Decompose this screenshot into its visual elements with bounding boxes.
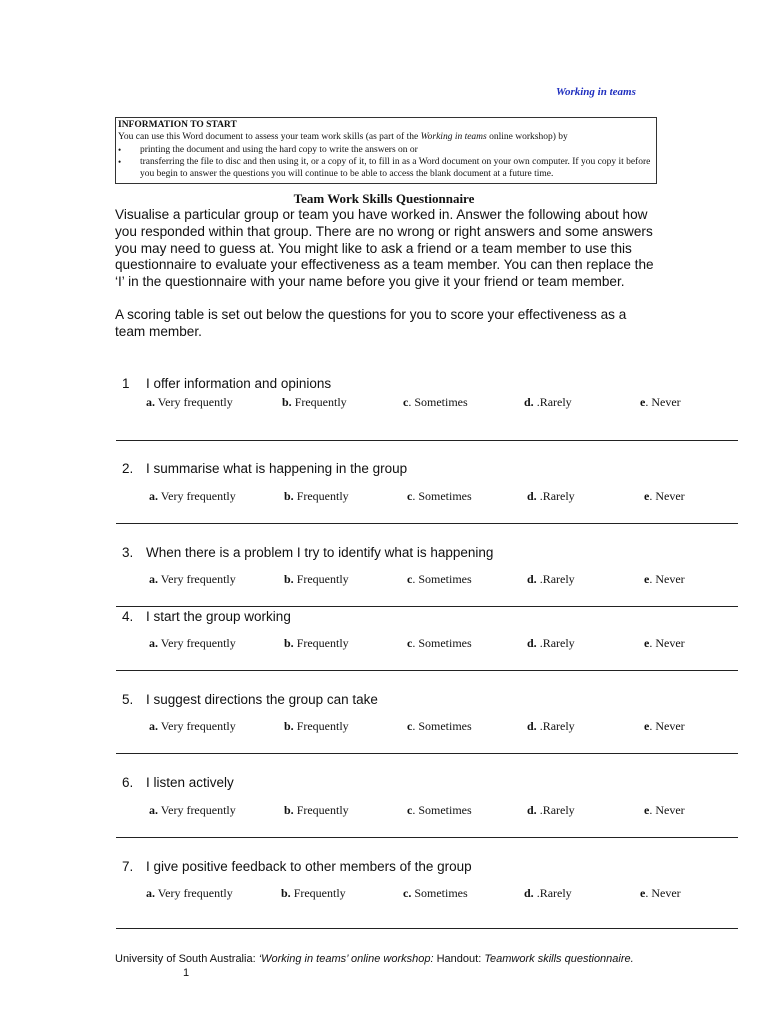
option-label: . Sometimes (412, 803, 472, 817)
answer-option[interactable] (149, 572, 236, 587)
answer-option[interactable] (524, 395, 572, 410)
answer-option[interactable] (284, 636, 349, 651)
footer (115, 952, 635, 980)
option-letter: e (644, 489, 650, 503)
option-label: Very frequently (158, 719, 236, 733)
option-label: .Rarely (533, 886, 572, 900)
option-letter: b. (281, 886, 291, 900)
answer-option[interactable] (281, 886, 346, 901)
answer-option[interactable] (644, 803, 685, 818)
question-text: I give positive feedback to other members of the group (146, 859, 472, 874)
option-letter: c (407, 572, 413, 586)
answer-option[interactable] (146, 886, 233, 901)
option-label: . Sometimes (412, 572, 472, 586)
option-label: Frequently (293, 636, 349, 650)
option-letter: e (640, 395, 646, 409)
question-text: I summarise what is happening in the group (146, 461, 408, 476)
footer-org: University of South Australia: (115, 953, 259, 965)
option-label: .Rarely (536, 803, 575, 817)
footer-handout-title: Teamwork skills questionnaire. (484, 953, 634, 965)
answer-option[interactable] (149, 489, 236, 504)
answer-option[interactable] (644, 572, 685, 587)
option-label: . Never (645, 395, 681, 409)
option-label: .Rarely (536, 572, 575, 586)
divider (116, 837, 738, 838)
option-label: . Sometimes (412, 636, 472, 650)
option-label: Frequently (290, 886, 346, 900)
option-letter: c (407, 803, 413, 817)
answer-option[interactable] (146, 395, 233, 410)
option-label: . Sometimes (408, 395, 468, 409)
option-letter: a. (149, 719, 158, 733)
option-label: Frequently (291, 395, 347, 409)
option-label: . Never (649, 572, 685, 586)
info-box-intro-text: You can use this Word document to assess your team work skills (as part of the (118, 132, 421, 143)
answer-options (116, 395, 738, 409)
intro-paragraph: A scoring table is set out below the questions for you to score your effectiveness as a team member. (115, 306, 627, 339)
answer-option[interactable] (284, 489, 349, 504)
option-label: .Rarely (533, 395, 572, 409)
info-bullet: • transferring the file to disc and then using it, or a copy of it, to fill in as a Word document on your own computer. If you copy it before you begin to answer the questions you will continue to be able to access the blank document at a future time. (118, 156, 654, 181)
option-letter: a. (149, 572, 158, 586)
answer-option[interactable] (527, 719, 575, 734)
option-label: . Never (649, 719, 685, 733)
option-letter: e (640, 886, 646, 900)
divider (116, 753, 738, 754)
option-letter: c. (403, 886, 412, 900)
option-label: . Never (645, 886, 681, 900)
info-box (115, 117, 657, 184)
answer-option[interactable] (149, 719, 236, 734)
option-label: . Never (649, 489, 685, 503)
question-number: 7. (122, 859, 134, 874)
intro-paragraph: Visualise a particular group or team you have worked in. Answer the following about how you responded within that group. There are no wrong or right answers and some answers you may need to guess at. You might like to ask a friend or a team member to use this questionnaire to evaluate your effectiveness as a team member. You can then replace the ‘I’ in the questionnaire with your name before you give it your friend or team member. (115, 207, 654, 290)
answer-option[interactable] (149, 803, 236, 818)
divider (116, 440, 738, 441)
footer-workshop: ‘Working in teams’ online workshop: (258, 953, 437, 965)
option-letter: d. (527, 572, 537, 586)
answer-option[interactable] (407, 803, 472, 818)
divider (116, 670, 738, 671)
option-letter: b. (284, 489, 294, 503)
answer-option[interactable] (644, 489, 685, 504)
option-letter: c (407, 489, 413, 503)
question-text: I start the group working (146, 609, 291, 624)
option-label: Frequently (293, 719, 349, 733)
option-label: . Never (649, 636, 685, 650)
answer-option[interactable] (527, 489, 575, 504)
info-bullet: • printing the document and using the hard copy to write the answers on or (118, 144, 654, 156)
answer-options (116, 886, 738, 900)
question-number: 1 (122, 376, 130, 391)
option-letter: b. (282, 395, 292, 409)
question-text: When there is a problem I try to identify what is happening (146, 545, 494, 560)
option-letter: a. (149, 489, 158, 503)
divider (116, 606, 738, 607)
question-number: 4. (122, 609, 134, 624)
option-letter: d. (527, 719, 537, 733)
option-letter: b. (284, 719, 294, 733)
question-number: 5. (122, 692, 134, 707)
option-letter: d. (527, 636, 537, 650)
option-letter: c (407, 719, 413, 733)
question-number: 6. (122, 775, 134, 790)
answer-option[interactable] (403, 886, 468, 901)
option-letter: e (644, 803, 650, 817)
answer-option[interactable] (407, 572, 472, 587)
answer-options (116, 572, 738, 586)
question-text: I offer information and opinions (146, 376, 332, 391)
answer-option[interactable] (407, 489, 472, 504)
divider (116, 928, 738, 929)
option-letter: b. (284, 572, 294, 586)
option-letter: e (644, 636, 650, 650)
option-label: .Rarely (536, 636, 575, 650)
option-letter: d. (524, 395, 534, 409)
option-label: Sometimes (411, 886, 468, 900)
info-box-title: INFORMATION TO START (118, 120, 237, 130)
footer-handout-label: Handout: (436, 953, 485, 965)
page-number: 1 (183, 967, 190, 979)
option-letter: b. (284, 636, 294, 650)
option-label: .Rarely (536, 489, 575, 503)
option-label: Very frequently (158, 489, 236, 503)
answer-option[interactable] (284, 572, 349, 587)
answer-option[interactable] (640, 395, 681, 410)
answer-option[interactable] (640, 886, 681, 901)
intro-text (115, 207, 660, 341)
answer-options (116, 636, 738, 650)
option-label: Very frequently (158, 572, 236, 586)
option-letter: a. (149, 636, 158, 650)
question-number: 3. (122, 545, 134, 560)
answer-option[interactable] (149, 636, 236, 651)
option-label: Frequently (293, 489, 349, 503)
option-label: . Sometimes (412, 719, 472, 733)
option-label: Frequently (293, 803, 349, 817)
answer-option[interactable] (407, 719, 472, 734)
info-box-intro-tail: online workshop) by (486, 132, 568, 143)
header-title: Working in teams (556, 86, 636, 98)
answer-option[interactable] (282, 395, 347, 410)
question-text: I suggest directions the group can take (146, 692, 378, 707)
option-letter: d. (527, 489, 537, 503)
answer-options (116, 803, 738, 817)
option-letter: e (644, 719, 650, 733)
option-letter: e (644, 572, 650, 586)
answer-option[interactable] (284, 719, 349, 734)
answer-option[interactable] (527, 803, 575, 818)
question-number: 2. (122, 461, 134, 476)
option-label: Very frequently (158, 636, 236, 650)
option-label: Frequently (293, 572, 349, 586)
option-label: Very frequently (155, 886, 233, 900)
option-letter: d. (527, 803, 537, 817)
option-letter: b. (284, 803, 294, 817)
option-label: Very frequently (155, 395, 233, 409)
answer-option[interactable] (403, 395, 468, 410)
question-text: I listen actively (146, 775, 234, 790)
answer-option[interactable] (524, 886, 572, 901)
answer-options (116, 489, 738, 503)
questionnaire-title: Team Work Skills Questionnaire (293, 191, 475, 206)
answer-option[interactable] (527, 572, 575, 587)
option-letter: a. (146, 886, 155, 900)
option-label: . Never (649, 803, 685, 817)
answer-options (116, 719, 738, 733)
option-letter: c (407, 636, 413, 650)
option-label: . Sometimes (412, 489, 472, 503)
info-box-intro-workshop: Working in teams (420, 132, 487, 143)
option-label: .Rarely (536, 719, 575, 733)
answer-option[interactable] (644, 719, 685, 734)
option-letter: c (403, 395, 409, 409)
info-box-intro (118, 131, 654, 143)
option-letter: d. (524, 886, 534, 900)
option-label: Very frequently (158, 803, 236, 817)
answer-option[interactable] (644, 636, 685, 651)
answer-option[interactable] (527, 636, 575, 651)
option-letter: a. (149, 803, 158, 817)
option-letter: a. (146, 395, 155, 409)
divider (116, 523, 738, 524)
answer-option[interactable] (284, 803, 349, 818)
answer-option[interactable] (407, 636, 472, 651)
